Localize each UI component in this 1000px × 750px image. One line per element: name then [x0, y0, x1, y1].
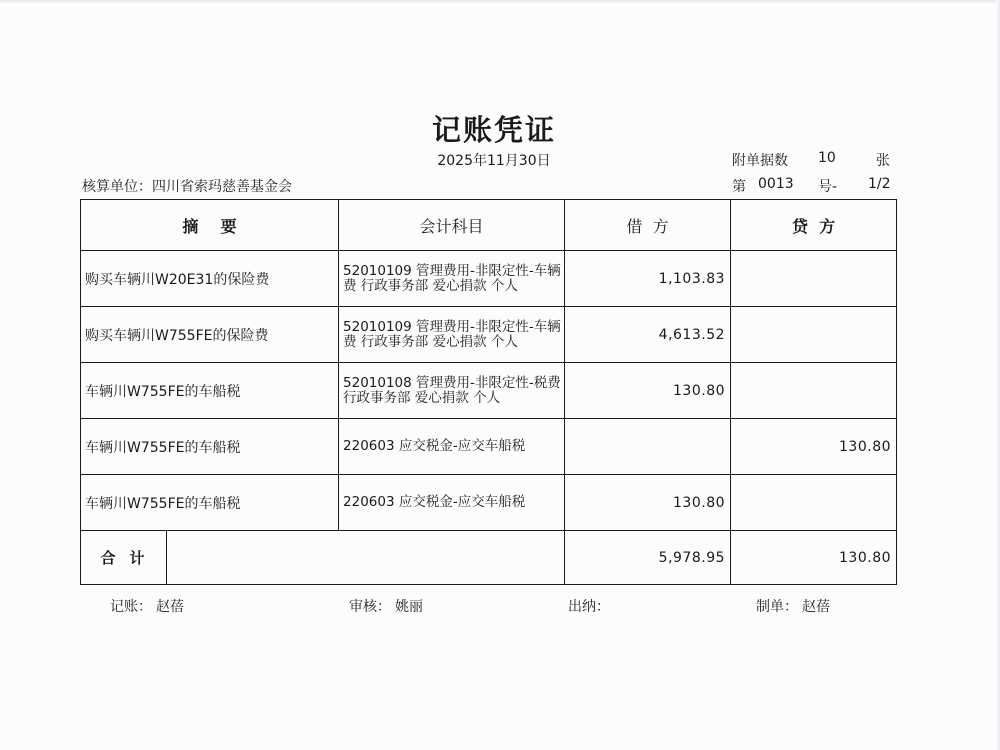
header-summary: 摘 要 [81, 200, 339, 251]
preparer-label: 制单： [756, 599, 798, 615]
accounting-unit-value: 四川省索玛慈善基金会 [152, 179, 292, 195]
table-row [81, 251, 897, 307]
row-debit: 1,103.83 [565, 251, 731, 307]
table-header-row [81, 200, 897, 251]
voucher-number-suffix: 号- [818, 179, 838, 195]
table-row [81, 419, 897, 475]
row-summary: 车辆川W755FE的车船税 [81, 363, 339, 419]
row-credit [731, 307, 897, 363]
row-subject: 52010109 管理费用-非限定性-车辆费 行政事务部 爱心捐款 个人 [339, 307, 565, 363]
row-summary: 购买车辆川W755FE的保险费 [81, 307, 339, 363]
signature-preparer [756, 596, 830, 616]
header-credit: 贷 方 [731, 200, 897, 251]
voucher-date: 2025年11月30日 [437, 153, 551, 169]
row-credit [731, 475, 897, 531]
voucher-number-prefix: 第 [732, 179, 746, 195]
table-row [81, 363, 897, 419]
header-subject: 会计科目 [339, 200, 565, 251]
total-row [81, 531, 897, 585]
scan-edge-top [0, 0, 1000, 4]
signature-reviewer [349, 596, 423, 616]
bookkeeper-name: 赵蓓 [156, 599, 184, 615]
voucher-title: 记账凭证 [431, 113, 556, 147]
reviewer-name: 姚丽 [395, 599, 423, 615]
signature-cashier [568, 596, 614, 616]
row-debit: 4,613.52 [565, 307, 731, 363]
bookkeeper-label: 记账： [110, 599, 152, 615]
row-subject: 220603 应交税金-应交车船税 [339, 475, 565, 531]
row-debit [565, 419, 731, 475]
row-subject: 52010109 管理费用-非限定性-车辆费 行政事务部 爱心捐款 个人 [339, 251, 565, 307]
row-debit: 130.80 [565, 363, 731, 419]
table-row [81, 307, 897, 363]
row-debit: 130.80 [565, 475, 731, 531]
voucher-page: 1/2 [868, 176, 891, 192]
row-summary: 车辆川W755FE的车船税 [81, 475, 339, 531]
row-credit: 130.80 [731, 419, 897, 475]
total-blank [167, 531, 565, 585]
voucher-number-value: 0013 [758, 176, 794, 192]
signature-bookkeeper [110, 596, 184, 616]
total-debit: 5,978.95 [565, 531, 731, 585]
row-summary: 购买车辆川W20E31的保险费 [81, 251, 339, 307]
attachment-label: 附单据数 [732, 153, 788, 169]
row-subject: 220603 应交税金-应交车船税 [339, 419, 565, 475]
header-debit: 借 方 [565, 200, 731, 251]
attachment-number: 10 [818, 150, 836, 166]
total-credit: 130.80 [731, 531, 897, 585]
row-subject: 52010108 管理费用-非限定性-税费 行政事务部 爱心捐款 个人 [339, 363, 565, 419]
accounting-unit [82, 176, 292, 196]
preparer-name: 赵蓓 [802, 599, 830, 615]
attachment-unit: 张 [876, 153, 890, 169]
total-label: 合计 [81, 531, 167, 585]
voucher-table [80, 199, 897, 585]
cashier-label: 出纳： [568, 599, 610, 615]
table-row [81, 475, 897, 531]
row-credit [731, 363, 897, 419]
scan-edge-right [996, 0, 1000, 750]
accounting-unit-label: 核算单位： [82, 179, 152, 195]
reviewer-label: 审核： [349, 599, 391, 615]
row-summary: 车辆川W755FE的车船税 [81, 419, 339, 475]
row-credit [731, 251, 897, 307]
